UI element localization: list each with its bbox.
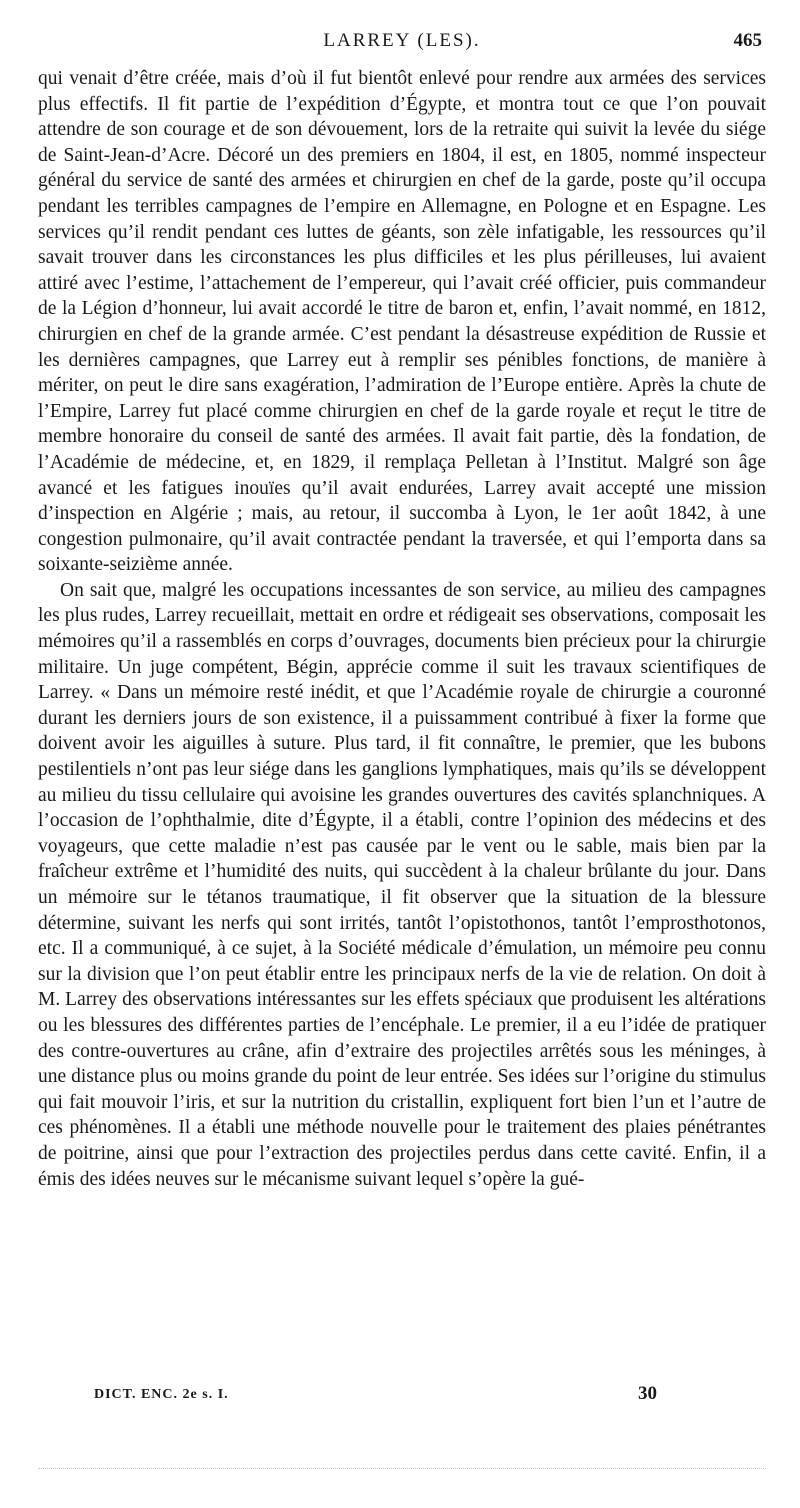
paragraph-2: On sait que, malgré les occupations incessantes de son service, au milieu des campagnes les plus rudes, Larrey recueillait, mettait en ordre et rédigeait ses observations, composait les mémoires qu’il a rassemblés en corps d’ouvrages, documents bien précieux pour la chirurgie militaire. Un juge compétent, Bégin, apprécie comme il suit les travaux scientifiques de Larrey. « Dans un mémoire resté inédit, et que l’Académie royale de chirurgie a couronné durant les derniers jours de son existence, il a puissamment contribué à fixer la forme que doivent avoir les aiguilles à suture. Plus tard, il fit connaître, le premier, que les bubons pestilentiels n’ont pas leur siége dans les ganglions lymphatiques, mais qu’ils se développent au milieu du tissu cellulaire qui avoisine les grandes ouvertures des cavités splanchniques. A l’occasion de l’ophthalmie, dite d’Égypte, il a établi, contre l’opinion des médecins et des voyageurs, que cette maladie n’est pas causée par le vent ou le sable, mais bien par la fraîcheur extrême et l’humidité des nuits, qui succèdent à la chaleur brûlante du jour. Dans un mémoire sur le tétanos traumatique, il fit observer que la situation de la blessure détermine, suivant les nerfs qui sont irrités, tantôt l’opistothonos, tantôt l’emprosthotonos, etc. Il a communiqué, à ce sujet, à la Société médicale d’émulation, un mémoire peu connu sur la division que l’on peut établir entre les principaux nerfs de la vie de relation. On doit à M. Larrey des observations intéressantes sur les effets spéciaux que produisent les altérations ou les blessures des différentes parties de l’encéphale. Le premier, il a eu l’idée de pratiquer des contre-ouvertures au crâne, afin d’extraire des projectiles arrêtés sous les méninges, à une distance plus ou moins grande du point de leur entrée. Ses idées sur l’origine du stimulus qui fait mouvoir l’iris, et sur la nutrition du cristallin, expliquent fort bien l’un et l’autre de ces phénomènes. Il a établi une méthode nouvelle pour le traitement des plaies pénétrantes de poitrine, ainsi que pour l’extraction des projectiles perdus dans cette cavité. Enfin, il a émis des idées neuves sur le mécanisme suivant lequel s’opère la gué-: [38, 579, 766, 1190]
page-footer: [38, 1383, 766, 1411]
printer-signature: DICT. ENC. 2e s. I.: [94, 1387, 229, 1402]
running-head: [38, 30, 766, 56]
running-title: LARREY (LES).: [323, 30, 481, 51]
page-number: 465: [733, 30, 762, 51]
signature-mark: 30: [638, 1383, 657, 1404]
body-text: [38, 66, 766, 1192]
paragraph-1: qui venait d’être créée, mais d’où il fut bientôt enlevé pour rendre aux armées des services plus effectifs. Il fit partie de l’expédition d’Égypte, et montra tout ce que l’on pouvait attendre de son courage et de son dévouement, lors de la retraite qui suivit la levée du siége de Saint-Jean-d’Acre. Décoré un des premiers en 1804, il est, en 1805, nommé inspecteur général du service de santé des armées et chirurgien en chef de la garde, poste qu’il occupa pendant les terribles campagnes de l’empire en Allemagne, en Pologne et en Espagne. Les services qu’il rendit pendant ces luttes de géants, son zèle infatigable, les ressources qu’il savait trouver dans les circonstances les plus difficiles et les plus périlleuses, lui avaient attiré avec l’estime, l’attachement de l’empereur, qui l’avait créé officier, puis commandeur de la Légion d’honneur, lui avait accordé le titre de baron et, enfin, l’avait nommé, en 1812, chirurgien en chef de la grande armée. C’est pendant la désastreuse expédition de Russie et les dernières campagnes, que Larrey eut à remplir ses pénibles fonctions, de manière à mériter, on peut le dire sans exagération, l’admiration de l’Europe entière. Après la chute de l’Empire, Larrey fut placé comme chirurgien en chef de la garde royale et reçut le titre de membre honoraire du conseil de santé des armées. Il avait fait partie, dès la fondation, de l’Académie de médecine, et, en 1829, il remplaça Pelletan à l’Institut. Malgré son âge avancé et les fatigues inouïes qu’il avait endurées, Larrey avait accepté une mission d’inspection en Algérie ; mais, au retour, il succomba à Lyon, le 1er août 1842, à une congestion pulmonaire, qu’il avait contractée pendant la traversée, et qui l’emporta dans sa soixante-seizième année.: [38, 68, 766, 576]
scan-artifact-line: [38, 1468, 766, 1471]
